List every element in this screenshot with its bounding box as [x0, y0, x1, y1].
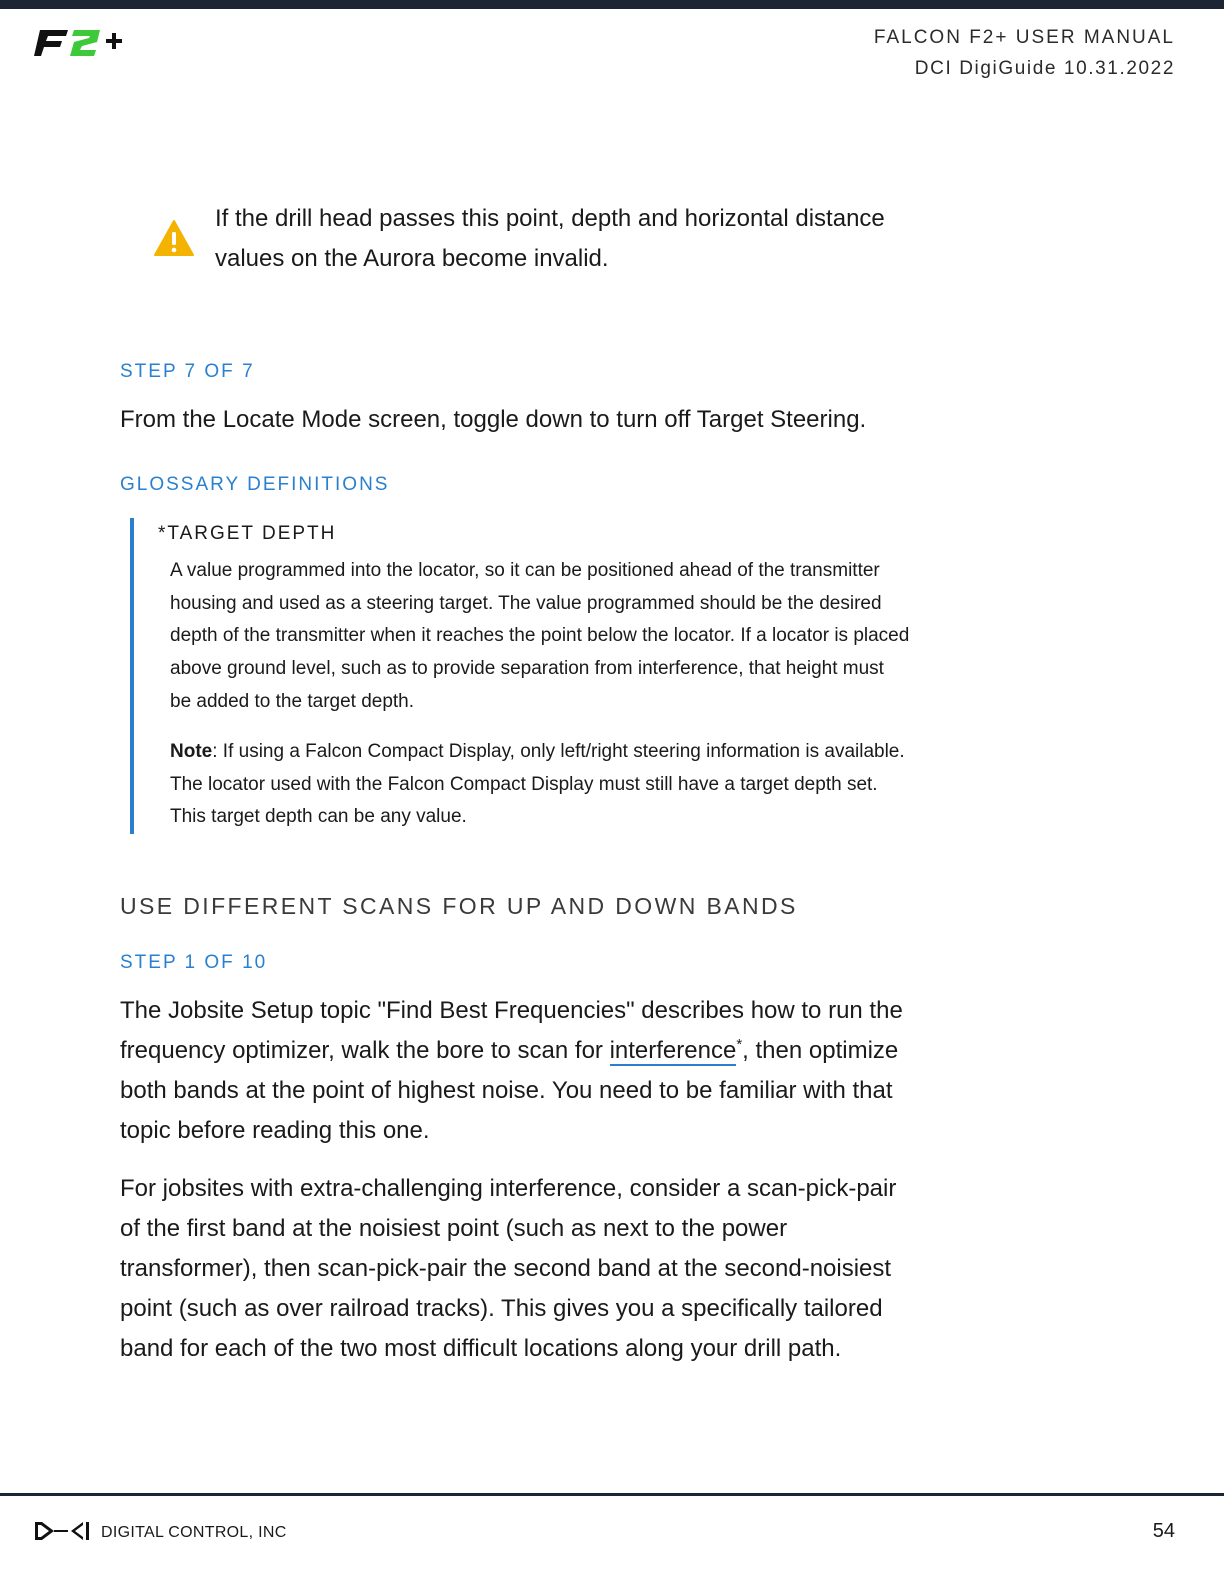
note-text: : If using a Falcon Compact Display, only left/right steering information is available. The locator used with the Falcon Compact Display must still have a target depth set. This target depth can be any value. — [170, 741, 905, 828]
footer-rule — [0, 1493, 1224, 1496]
para1-before: The Jobsite Setup topic "Find Best Frequencies" describes how to run the frequency optimizer, walk the bore to scan for — [120, 997, 903, 1064]
para1-after: , then optimize both bands at the point of highest noise. You need to be familiar with that topic before reading this one. — [120, 1037, 899, 1144]
glossary-asterisk: * — [736, 1036, 743, 1053]
section-heading: USE DIFFERENT SCANS FOR UP AND DOWN BANDS — [120, 893, 798, 919]
dci-logo — [34, 1520, 92, 1542]
step-1-label: STEP 1 OF 10 — [120, 952, 268, 973]
manual-title: FALCON F2+ USER MANUAL — [873, 27, 1175, 48]
warning-text: If the drill head passes this point, depth and horizontal distance values on the Aurora become invalid. — [215, 205, 885, 272]
digiguide-version: DCI DigiGuide 10.31.2022 — [914, 58, 1175, 79]
page-number: 54 — [1152, 1520, 1175, 1542]
note-label: Note — [170, 741, 213, 762]
step-1-paragraph-2: For jobsites with extra-challenging interference, consider a scan-pick-pair of the first band at the noisiest point (such as next to the power transformer), then scan-pick-pair the second band at the second-noisiest point (such as over railroad tracks). This gives you a specifically tailored band for each of the two most difficult locations along your drill path. — [120, 1175, 897, 1362]
step-1-paragraph-1 — [120, 991, 920, 1151]
glossary-accent-bar — [130, 518, 134, 834]
footer-company: DIGITAL CONTROL, INC — [101, 1524, 287, 1541]
top-bar — [0, 0, 1224, 9]
glossary-definition: A value programmed into the locator, so it can be positioned ahead of the transmitter housing and used as a steering target. The value programmed should be the desired depth of the transmitter when it reaches the point below the locator. If a locator is placed above ground level, such as to provide separation from interference, that height must be added to the target depth. — [170, 560, 910, 712]
step-7-text: From the Locate Mode screen, toggle down to turn off Target Steering. — [120, 406, 867, 433]
interference-link[interactable]: interference — [609, 1037, 737, 1064]
f2-plus-logo — [34, 26, 126, 60]
glossary-note — [170, 736, 910, 834]
step-7-label: STEP 7 OF 7 — [120, 361, 255, 382]
glossary-heading: GLOSSARY DEFINITIONS — [120, 474, 390, 495]
warning-triangle-icon — [154, 219, 194, 259]
glossary-term: *TARGET DEPTH — [158, 523, 337, 544]
